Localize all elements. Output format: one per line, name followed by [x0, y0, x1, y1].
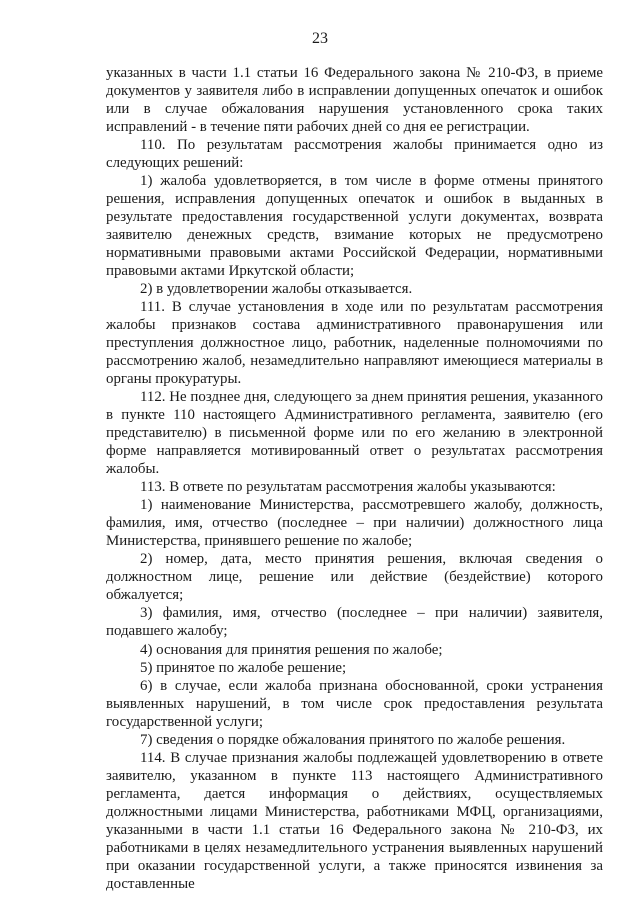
- list-item-113-7: 7) сведения о порядке обжалования принятого по жалобе решения.: [140, 731, 566, 748]
- list-item-113-3: 3) фамилия, имя, отчество (последнее – при наличии) заявителя, подавшего жалобу;: [106, 605, 603, 640]
- paragraph-114: 114. В случае признания жалобы подлежащей удовлетворению в ответе заявителю, указанном в пункте 113 настоящего Административного регламента, дается информация о действиях, осуществляемых должностными лицами Министерства, работниками МФЦ, организациями, указанными в части 1.1 статьи 16 Федерального закона № 210-ФЗ, их работниками в целях незамедлительного устранения выявленных нарушений при оказании государственной услуги, а также приносятся извинения за доставленные: [106, 749, 603, 892]
- list-item-113-4: 4) основания для принятия решения по жалобе;: [140, 641, 443, 658]
- list-item-110-2: 2) в удовлетворении жалобы отказывается.: [140, 281, 413, 298]
- page-number: 23: [312, 30, 328, 47]
- list-item-113-6: 6) в случае, если жалоба признана обоснованной, сроки устранения выявленных нарушений, в том числе срок предоставления результата государственной услуги;: [106, 677, 603, 730]
- paragraph-continuation: указанных в части 1.1 статьи 16 Федерального закона № 210-ФЗ, в приеме документов у заявителя либо в исправлении допущенных опечаток и ошибок или в случае обжалования нарушения установленного срока таких исправлений - в течение пяти рабочих дней со дня ее регистрации.: [106, 65, 603, 136]
- paragraph-112: 112. Не позднее дня, следующего за днем принятия решения, указанного в пункте 110 настоящего Административного регламента, заявителю (его представителю) в письменной форме или по его желанию в электронной форме направляется мотивированный ответ о результатах рассмотрения жалобы.: [106, 389, 603, 478]
- list-item-113-1: 1) наименование Министерства, рассмотревшего жалобу, должность, фамилия, имя, отчество (последнее – при наличии) должностного лица Министерства, принявшего решение по жалобе;: [106, 497, 603, 550]
- paragraph-111: 111. В случае установления в ходе или по результатам рассмотрения жалобы признаков состава административного правонарушения или преступления должностное лицо, работник, наделенные полномочиями по рассмотрению жалоб, незамедлительно направляют имеющиеся материалы в органы прокуратуры.: [106, 299, 603, 388]
- document-body: [106, 64, 603, 893]
- paragraph-110: 110. По результатам рассмотрения жалобы принимается одно из следующих решений:: [106, 137, 603, 172]
- list-item-113-2: 2) номер, дата, место принятия решения, включая сведения о должностном лице, решение или действие (бездействие) которого обжалуется;: [106, 551, 603, 604]
- list-item-110-1: 1) жалоба удовлетворяется, в том числе в форме отмены принятого решения, исправления допущенных опечаток и ошибок в выданных в результате предоставления государственной услуги документах, возврата заявителю денежных средств, взимание которых не предусмотрено нормативными правовыми актами Российской Федерации, нормативными правовыми актами Иркутской области;: [106, 173, 603, 280]
- list-item-113-5: 5) принятое по жалобе решение;: [140, 659, 347, 676]
- paragraph-113: 113. В ответе по результатам рассмотрения жалобы указываются:: [140, 479, 556, 496]
